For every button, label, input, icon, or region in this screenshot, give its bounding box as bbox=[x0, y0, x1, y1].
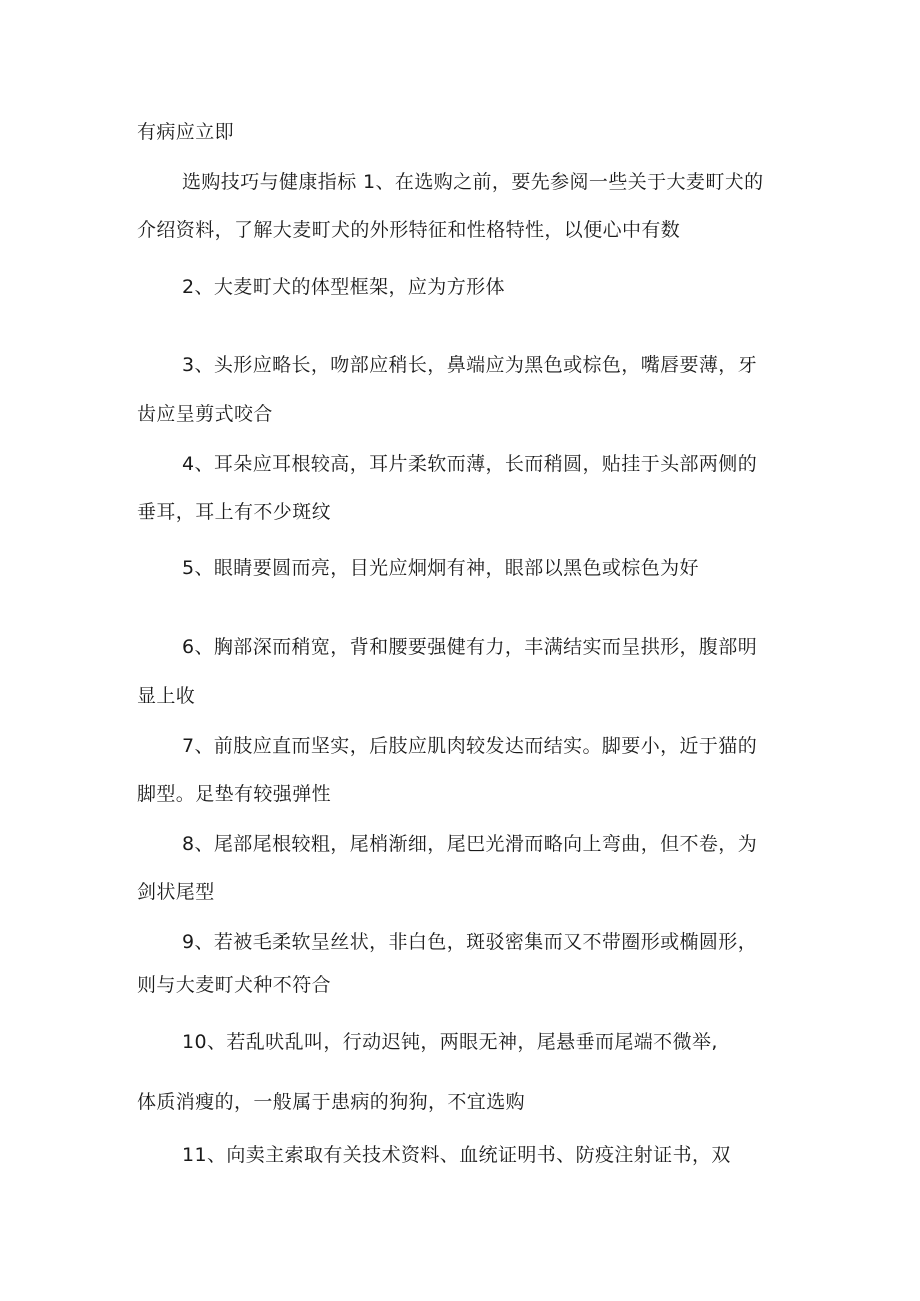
text-line: 选购技巧与健康指标 1、在选购之前，要先参阅一些关于大麦町犬的 bbox=[182, 171, 764, 193]
text-line: 有病应立即 bbox=[137, 121, 235, 143]
text-line: 显上收 bbox=[137, 685, 196, 707]
text-line: 体质消瘦的，一般属于患病的狗狗，不宜选购 bbox=[137, 1091, 526, 1113]
text-line: 则与大麦町犬种不符合 bbox=[137, 974, 332, 996]
text-line: 介绍资料，了解大麦町犬的外形特征和性格特性，以便心中有数 bbox=[137, 219, 681, 241]
text-line: 4、耳朵应耳根较高，耳片柔软而薄，长而稍圆，贴挂于头部两侧的 bbox=[182, 453, 758, 475]
text-line: 11、向卖主索取有关技术资料、血统证明书、防疫注射证书，双 bbox=[182, 1144, 731, 1166]
text-line: 5、眼睛要圆而亮，目光应炯炯有神，眼部以黑色或棕色为好 bbox=[182, 557, 699, 579]
text-line: 6、胸部深而稍宽，背和腰要强健有力，丰满结实而呈拱形，腹部明 bbox=[182, 636, 758, 658]
text-line: 剑状尾型 bbox=[137, 881, 215, 903]
text-line: 垂耳，耳上有不少斑纹 bbox=[137, 501, 332, 523]
text-line: 齿应呈剪式咬合 bbox=[137, 403, 273, 425]
text-line: 脚型。足垫有较强弹性 bbox=[137, 783, 332, 805]
text-line: 7、前肢应直而坚实，后肢应肌肉较发达而结实。脚要小，近于猫的 bbox=[182, 735, 758, 757]
text-line: 8、尾部尾根较粗，尾梢渐细，尾巴光滑而略向上弯曲，但不卷，为 bbox=[182, 833, 758, 855]
text-line: 9、若被毛柔软呈丝状，非白色，斑驳密集而又不带圈形或椭圆形， bbox=[182, 931, 758, 953]
text-line: 2、大麦町犬的体型框架，应为方形体 bbox=[182, 276, 505, 298]
text-line: 3、头形应略长，吻部应稍长，鼻端应为黑色或棕色，嘴唇要薄，牙 bbox=[182, 354, 758, 376]
text-line: 10、若乱吠乱叫，行动迟钝，两眼无神，尾悬垂而尾端不微举, bbox=[182, 1031, 718, 1053]
